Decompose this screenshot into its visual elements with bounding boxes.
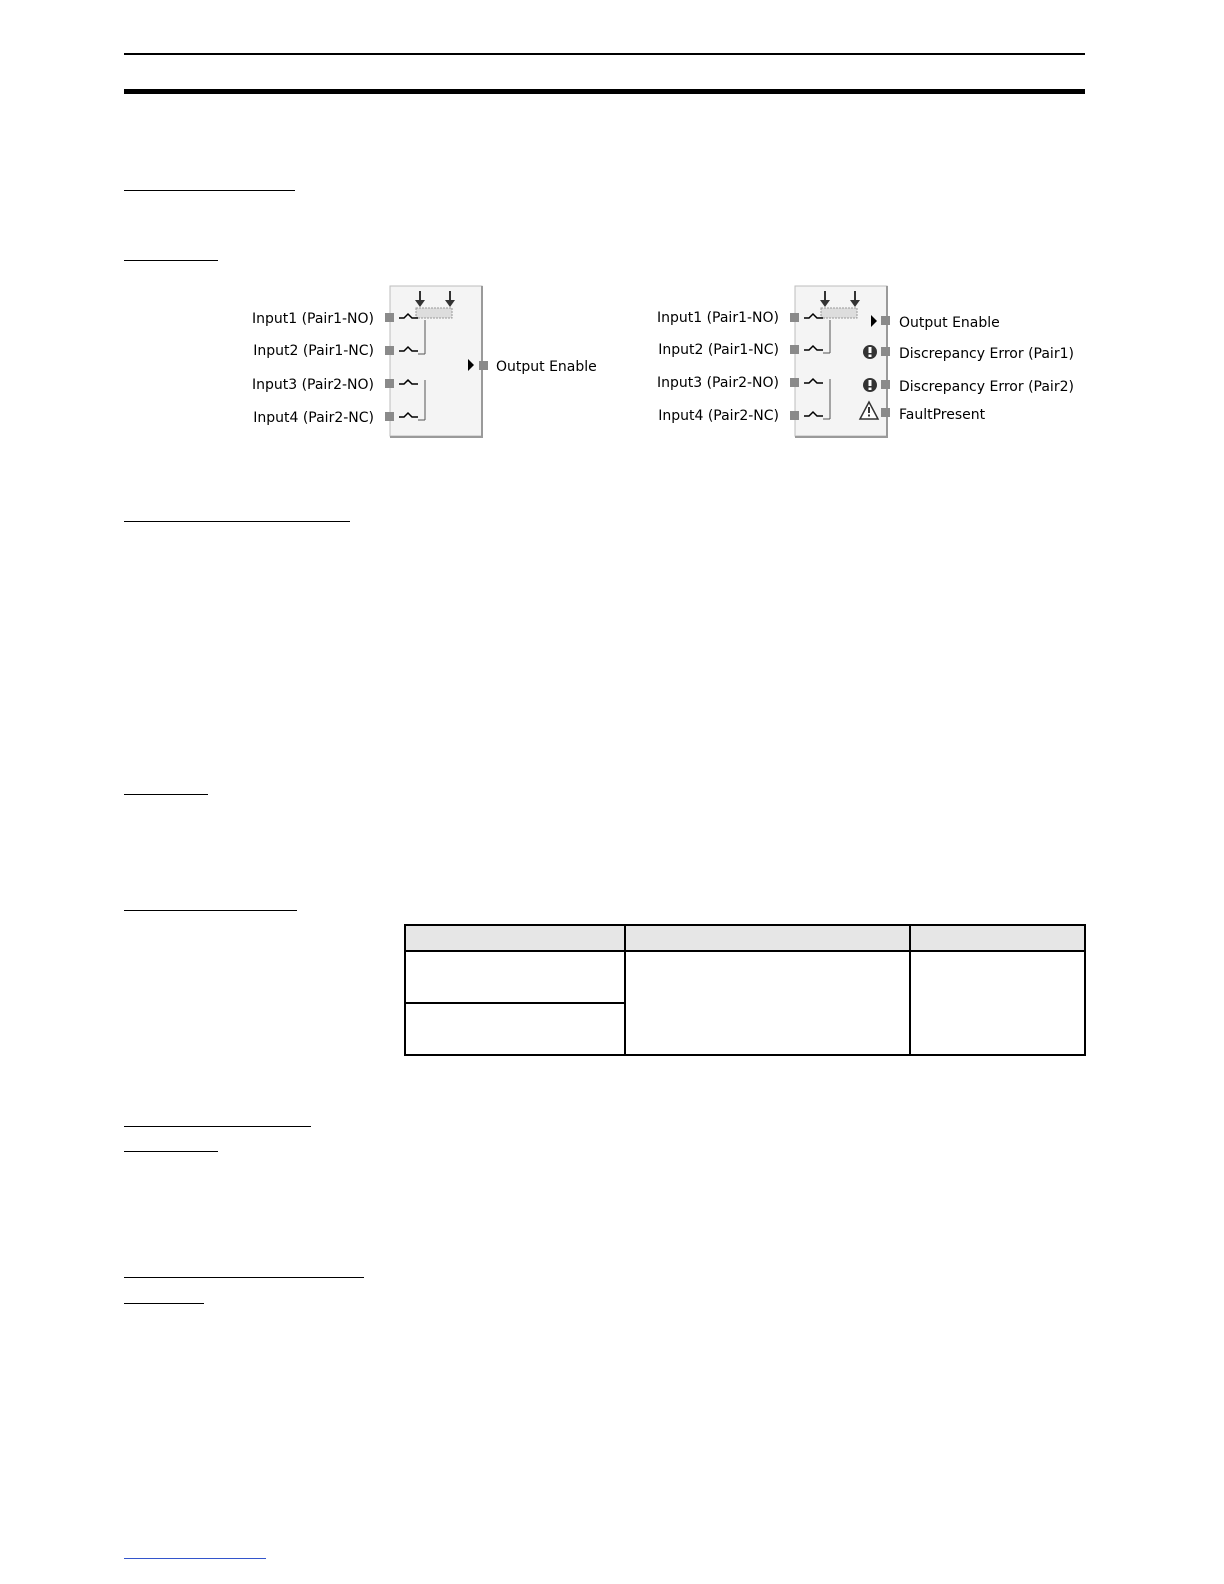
section-heading-underline-1 — [124, 190, 295, 191]
table-cell — [405, 1003, 625, 1055]
output-label: FaultPresent — [899, 407, 986, 423]
function-block-diagram-extended — [655, 280, 1075, 445]
exclamation-circle-icon — [863, 378, 877, 392]
output-pin — [881, 408, 890, 417]
section-heading-underline-3 — [124, 521, 350, 522]
input-label: Input3 (Pair2-NO) — [656, 375, 779, 391]
input-pin — [385, 313, 394, 322]
input-label: Input1 (Pair1-NO) — [656, 310, 779, 326]
table-cell — [625, 951, 910, 1055]
input-label: Input2 (Pair1-NC) — [253, 343, 374, 359]
input-label: Input4 (Pair2-NC) — [658, 408, 779, 424]
input-pin — [385, 412, 394, 421]
input-label: Input2 (Pair1-NC) — [658, 342, 779, 358]
header-rule-thin — [124, 53, 1085, 55]
table-row — [405, 951, 1085, 1003]
section-heading-underline-4 — [124, 794, 208, 795]
input-pin — [790, 313, 799, 322]
output-label: Output Enable — [899, 315, 1000, 331]
output-pin — [881, 347, 890, 356]
input-pin — [790, 345, 799, 354]
output-label: Discrepancy Error (Pair2) — [899, 379, 1074, 395]
spec-table — [404, 924, 1086, 1056]
input-pin — [385, 346, 394, 355]
footer-link-underline[interactable] — [124, 1558, 266, 1559]
exclamation-circle-icon — [863, 345, 877, 359]
output-pin — [479, 361, 488, 370]
input-label: Input4 (Pair2-NC) — [253, 410, 374, 426]
input-label: Input1 (Pair1-NO) — [251, 311, 374, 327]
input-pin — [790, 411, 799, 420]
table-cell — [910, 951, 1085, 1055]
input-label: Input3 (Pair2-NO) — [251, 377, 374, 393]
output-pin — [881, 316, 890, 325]
section-heading-underline-8 — [124, 1277, 364, 1278]
output-pin — [881, 380, 890, 389]
section-heading-underline-7 — [124, 1151, 218, 1152]
table-header-cell — [405, 925, 625, 951]
table-header-row — [405, 925, 1085, 951]
section-heading-underline-9 — [124, 1303, 204, 1304]
table-header-cell — [910, 925, 1085, 951]
table-header-cell — [625, 925, 910, 951]
section-heading-underline-6 — [124, 1126, 311, 1127]
function-block-diagram-basic — [250, 280, 610, 445]
output-label: Output Enable — [496, 359, 597, 375]
output-label: Discrepancy Error (Pair1) — [899, 346, 1074, 362]
input-pin — [790, 378, 799, 387]
input-pin — [385, 379, 394, 388]
section-heading-underline-2 — [124, 260, 218, 261]
header-rule-thick — [124, 89, 1085, 94]
table-cell — [405, 951, 625, 1003]
section-heading-underline-5 — [124, 910, 297, 911]
